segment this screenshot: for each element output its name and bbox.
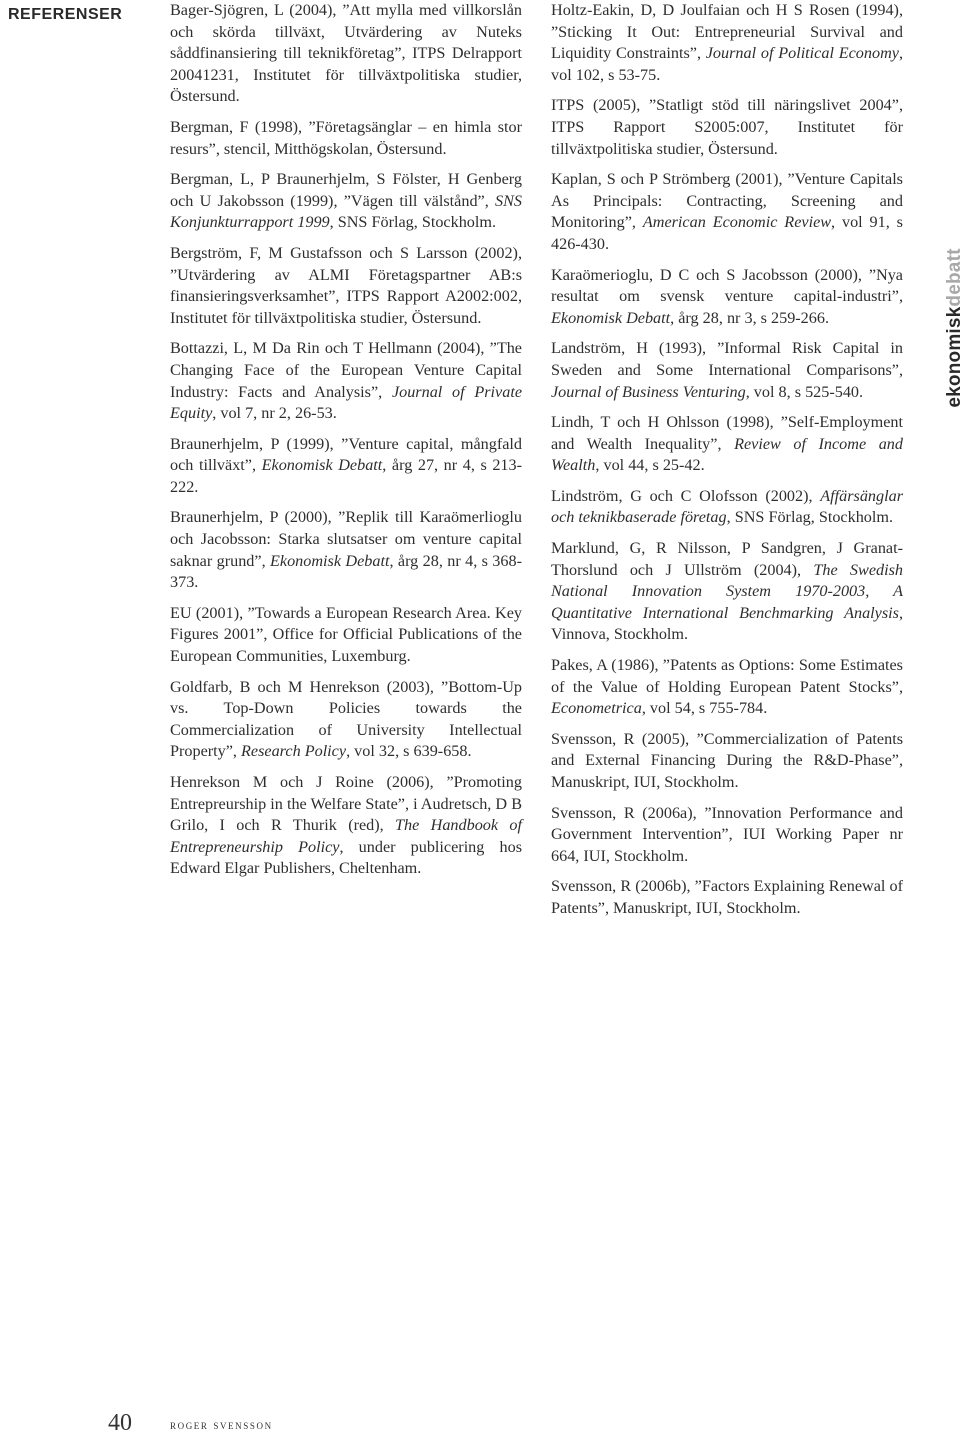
reference-entry [551, 338, 903, 403]
reference-text: , under publicering hos Edward Elgar Publishers, Cheltenham. [170, 837, 522, 878]
reference-source-title: American Economic Review [642, 213, 832, 232]
reference-source-title: Review of Income and Wealth [551, 434, 903, 475]
reference-entry [551, 265, 903, 330]
reference-text: Henrekson M och J Roine (2006), ”Promoting Entrepreurship in the Welfare State”, i Audretsch, D B Grilo, I och R Thurik (red), [170, 773, 522, 835]
reference-source-title: Journal of Private Equity [170, 382, 522, 423]
reference-text: , vol 7, nr 2, 26-53. [212, 404, 337, 423]
reference-text: Bottazzi, L, M Da Rin och T Hellmann (2004), ”The Changing Face of the European Venture Capital Industry: Facts and Analysis”, [170, 339, 522, 401]
reference-entry [551, 0, 903, 86]
reference-text: Bager-Sjögren, L (2004), ”Att mylla med villkorslån och skörda tillväxt, Utvärdering av Nuteks såddfinansiering till teknikföretag”, ITPS Delrapport 20041231, Institutet för tillväxtpolitiska studier, Östersund. [170, 1, 522, 106]
reference-entry [551, 803, 903, 868]
reference-text: Kaplan, S och P Strömberg (2001), ”Venture Capitals As Principals: Contracting, Screening and Monitoring”, [551, 170, 903, 232]
reference-text: Karaömerioglu, D C och S Jacobsson (2000), ”Nya resultat om svensk venture capital-industri”, [551, 265, 903, 306]
reference-source-title: SNS Konjunkturrapport 1999 [170, 191, 522, 232]
reference-text: , vol 54, s 755-784. [641, 699, 768, 718]
reference-entry [170, 117, 522, 160]
reference-text: Pakes, A (1986), ”Patents as Options: Some Estimates of the Value of Holding European Patent Stocks”, [551, 656, 903, 696]
reference-text: Lindh, T och H Ohlsson (1998), ”Self-Employment and Wealth Inequality”, [551, 413, 903, 453]
reference-source-title: Journal of Business Venturing [551, 382, 746, 401]
reference-source-title: Ekonomisk Debatt [270, 551, 390, 570]
reference-entry [170, 434, 522, 499]
sidebar-mark-part2: debatt [944, 248, 965, 307]
reference-text: Lindström, G och C Olofsson (2002), [551, 486, 821, 505]
reference-entry [551, 486, 903, 529]
reference-source-title: Ekonomisk Debatt [261, 456, 383, 475]
reference-entry [170, 603, 522, 668]
section-heading: REFERENSER [8, 6, 123, 23]
reference-list-right [551, 0, 903, 929]
reference-text: Svensson, R (2005), ”Commercialization of Patents and External Financing During the R&D-Phase”, Manuskript, IUI, Stockholm. [551, 729, 903, 791]
reference-text: , SNS Förlag, Stockholm. [329, 213, 497, 232]
reference-text: Bergström, F, M Gustafsson och S Larsson (2002), ”Utvärdering av ALMI Företagspartner AB:s finansieringsverksamhet”, ITPS Rapport A2002:002, Institutet för tillväxtpolitiska studier, Östersund. [170, 243, 522, 327]
reference-entry [551, 95, 903, 160]
reference-text: , årg 28, nr 3, s 259-266. [670, 308, 830, 327]
reference-source-title: Econometrica [551, 699, 642, 718]
reference-text: , vol 91, s 426-430. [551, 213, 903, 253]
reference-entry [551, 729, 903, 794]
reference-entry [170, 338, 522, 424]
reference-text: Bergman, L, P Braunerhjelm, S Fölster, H Genberg och U Jakobsson (1999), ”Vägen till välstånd”, [170, 170, 522, 210]
reference-text: Braunerhjelm, P (1999), ”Venture capital, mångfald och tillväxt”, [170, 434, 522, 475]
reference-text: Braunerhjelm, P (2000), ”Replik till Karaömerlioglu och Jacobsson: Starka slutsatser om venture capital saknar grund”, [170, 508, 522, 570]
reference-text: , vol 32, s 639-658. [346, 742, 472, 761]
reference-text: , SNS Förlag, Stockholm. [726, 508, 894, 527]
reference-text: , årg 28, nr 4, s 368-373. [170, 551, 522, 592]
reference-source-title: Affärsänglar och teknikbaserade företag [551, 486, 903, 527]
reference-entry [551, 876, 903, 919]
reference-text: ITPS (2005), ”Statligt stöd till näringslivet 2004”, ITPS Rapport S2005:007, Institutet för tillväxtpolitiska studier, Östersund. [551, 96, 903, 158]
reference-text: , årg 27, nr 4, s 213-222. [170, 456, 522, 496]
reference-text: EU (2001), ”Towards a European Research Area. Key Figures 2001”, Office for Official Publications of the European Communities, Luxemburg. [170, 603, 522, 666]
journal-sidebar-mark [944, 248, 966, 407]
reference-entry [170, 772, 522, 880]
reference-list-left [170, 0, 522, 889]
reference-text: , Vinnova, Stockholm. [551, 603, 903, 644]
reference-text: Svensson, R (2006b), ”Factors Explaining Renewal of Patents”, Manuskript, IUI, Stockholm. [551, 877, 903, 917]
reference-text: Landström, H (1993), ”Informal Risk Capital in Sweden and Some International Comparisons”, [551, 339, 903, 379]
reference-entry [551, 655, 903, 720]
reference-entry [551, 538, 903, 646]
reference-source-title: Journal of Political Economy [705, 44, 899, 63]
reference-text: Marklund, G, R Nilsson, P Sandgren, J Granat-Thorslund och J Ullström (2004), [551, 539, 903, 579]
reference-entry [551, 169, 903, 255]
reference-source-title: The Swedish National Innovation System 1970-2003, A Quantitative International Benchmarking Analysis [551, 560, 903, 622]
reference-entry [170, 0, 522, 108]
reference-entry [170, 507, 522, 593]
reference-text: Bergman, F (1998), ”Företagsänglar – en himla stor resurs”, stencil, Mitthögskolan, Östersund. [170, 117, 522, 158]
reference-text: , vol 8, s 525-540. [745, 382, 864, 401]
reference-source-title: Ekonomisk Debatt [551, 308, 671, 327]
reference-text: , vol 102, s 53-75. [551, 44, 903, 84]
reference-source-title: The Handbook of Entrepreneurship Policy [170, 816, 523, 856]
page-number: 40 [108, 1410, 132, 1436]
reference-entry [170, 243, 522, 329]
reference-text: Svensson, R (2006a), ”Innovation Performance and Government Intervention”, IUI Working Paper nr 664, IUI, Stockholm. [551, 803, 903, 865]
reference-text: Goldfarb, B och M Henrekson (2003), ”Bottom-Up vs. Top-Down Policies towards the Commercialization of University Intellectual Property”, [170, 677, 522, 761]
reference-source-title: Research Policy [241, 742, 347, 761]
sidebar-mark-part1: ekonomisk [944, 306, 965, 408]
reference-text: Holtz-Eakin, D, D Joulfaian och H S Rosen (1994), ”Sticking It Out: Entrepreneurial Survival and Liquidity Constraints”, [551, 1, 903, 63]
reference-entry [170, 677, 522, 763]
reference-text: , vol 44, s 25-42. [595, 456, 705, 475]
running-author: roger svensson [170, 1417, 273, 1432]
reference-entry [170, 169, 522, 234]
reference-entry [551, 412, 903, 477]
